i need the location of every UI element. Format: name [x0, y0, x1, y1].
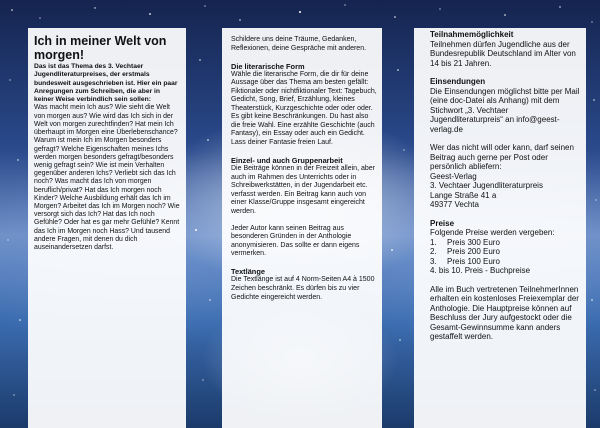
length-text: Die Textlänge ist auf 4 Norm-Seiten A4 à 1500 Zeichen beschränkt. Es dürfen bis zu vier Gedichte eingereicht werden.: [231, 276, 375, 301]
theme-intro: Das ist das Thema des 3. Vechtaer Jugendliteraturpreises, der erstmals bundesweit ausgeschrieben ist. Hier ein paar Anregungen zum Schreiben, die aber in keiner Weise verbindlich sein sollen:: [34, 63, 178, 104]
address-line: 49377 Vechta: [430, 200, 479, 209]
prize-item: [430, 247, 581, 257]
theme-title: Ich in meiner Welt von morgen!: [34, 34, 167, 62]
form-text: Wähle die literarische Form, die dir für deine Aussage über das Thema am besten gefällt: Fiktionaler oder nichtfiktionaler Text: Tagebuch, Gedicht, Song, Brief, Erzählung, kleines Theaterstück, Kurzgeschichte oder oder oder. Es gibt keine Beschränkungen. Du hast also die freie Wahl. Eine erzählte Geschichte (auch Fantasy), ein Essay oder auch ein Gedicht. Lass deiner Fantasie freien Lauf.: [231, 70, 377, 146]
submission-text: Die Einsendungen möglichst bitte per Mail (eine doc-Datei als Anhang) mit dem Stichwort „3. Vechtaer Jugendliteraturpreis“ an info@geest-verlag.de: [430, 86, 580, 134]
prize-number: 1.: [430, 237, 437, 247]
closing-text: Alle im Buch vertretenen TeilnehmerInnen erhalten ein kostenloses Freiexemplar der Anthologie. Die Hauptpreise können auf Beschluss der Jury aufgestockt oder die Gesamt-Gewinnsumme kann anders gestaffelt werden.: [430, 284, 579, 341]
form-heading: Die literarische Form: [231, 61, 305, 71]
column-participation: [414, 28, 586, 428]
column-form: [222, 28, 382, 428]
prize-number: 4. bis 10.: [430, 266, 463, 275]
prizes-intro: Folgende Preise werden vergeben:: [430, 228, 555, 237]
prize-item: [430, 266, 581, 276]
prizes-heading: Preise: [430, 218, 455, 228]
theme-questions: Was macht mein Ich aus? Wie sieht die Welt von morgen aus? Wie wird das Ich sich in der Welt von morgen zurechtfinden? Hat mein Ich überhaupt im Morgen eine Überlebenschance? Warum ist mein Ich im Morgen besonders gefragt? Welche Eigenschaften meines Ichs werden morgen besonders gefragt/besonders wenig gefragt sein? Wie ist mein Verhalten gegenüber anderen Ichs? Verliebt sich das Ich noch? Was macht das Ich von morgen beruflich/privat? Hat das Ich morgen noch Kinder? Welche Ausbildung erhält das Ich im Morgen? Arbeitet das Ich im Morgen noch? Wie versorgt sich das Ich? Hat das Ich noch Gefühle? Oder hat es gar mehr Gefühle? Kennt das Ich im Morgen noch Hass? Und tausend andere Fragen, mit denen du dich auseinandersetzen darfst.: [34, 104, 180, 251]
prize-item: [430, 257, 581, 267]
address-line: Lange Straße 41 a: [430, 190, 497, 200]
group-heading: Einzel- und auch Gruppenarbeit: [231, 156, 343, 166]
address-line: Geest-Verlag: [430, 171, 477, 181]
post-text: Wer das nicht will oder kann, darf seinen Beitrag auch gerne per Post oder persönlich abliefern:: [430, 143, 574, 171]
submission-heading: Einsendungen: [430, 77, 486, 86]
prize-text: Preis 200 Euro: [447, 247, 500, 256]
participation-text: Teilnehmen dürfen Jugendliche aus der Bundesrepublik Deutschland im Alter von 14 bis 21 Jahren.: [430, 39, 576, 68]
prize-number: 2.: [430, 247, 437, 256]
form-intro: Schildere uns deine Träume, Gedanken, Reflexionen, deine Gespräche mit anderen.: [231, 36, 367, 52]
column-theme: [28, 28, 186, 428]
author-text: Jeder Autor kann seinen Beitrag aus besonderen Gründen in der Anthologie anonymisieren. Das sollte er dann eigens vermerken.: [231, 224, 360, 258]
address-line: 3. Vechtaer Jugendliteraturpreis: [430, 181, 543, 190]
length-heading: Textlänge: [231, 267, 265, 277]
prize-text: Preis 300 Euro: [447, 237, 500, 247]
prize-text: Preis 100 Euro: [447, 256, 500, 266]
prize-text: Preis - Buchpreise: [464, 266, 531, 275]
prize-number: 3.: [430, 256, 437, 266]
prize-item: [430, 238, 581, 248]
group-text: Die Beiträge können in der Freizeit allein, aber auch im Rahmen des Unterrichts oder in Schreibwerkstätten, in der Jugendarbeit etc. verfasst werden. Ein Beitrag kann auch von einer Klasse/Gruppe insgesamt eingereicht werden.: [231, 165, 375, 215]
participation-heading: Teilnahmemöglichkeit: [430, 30, 514, 39]
